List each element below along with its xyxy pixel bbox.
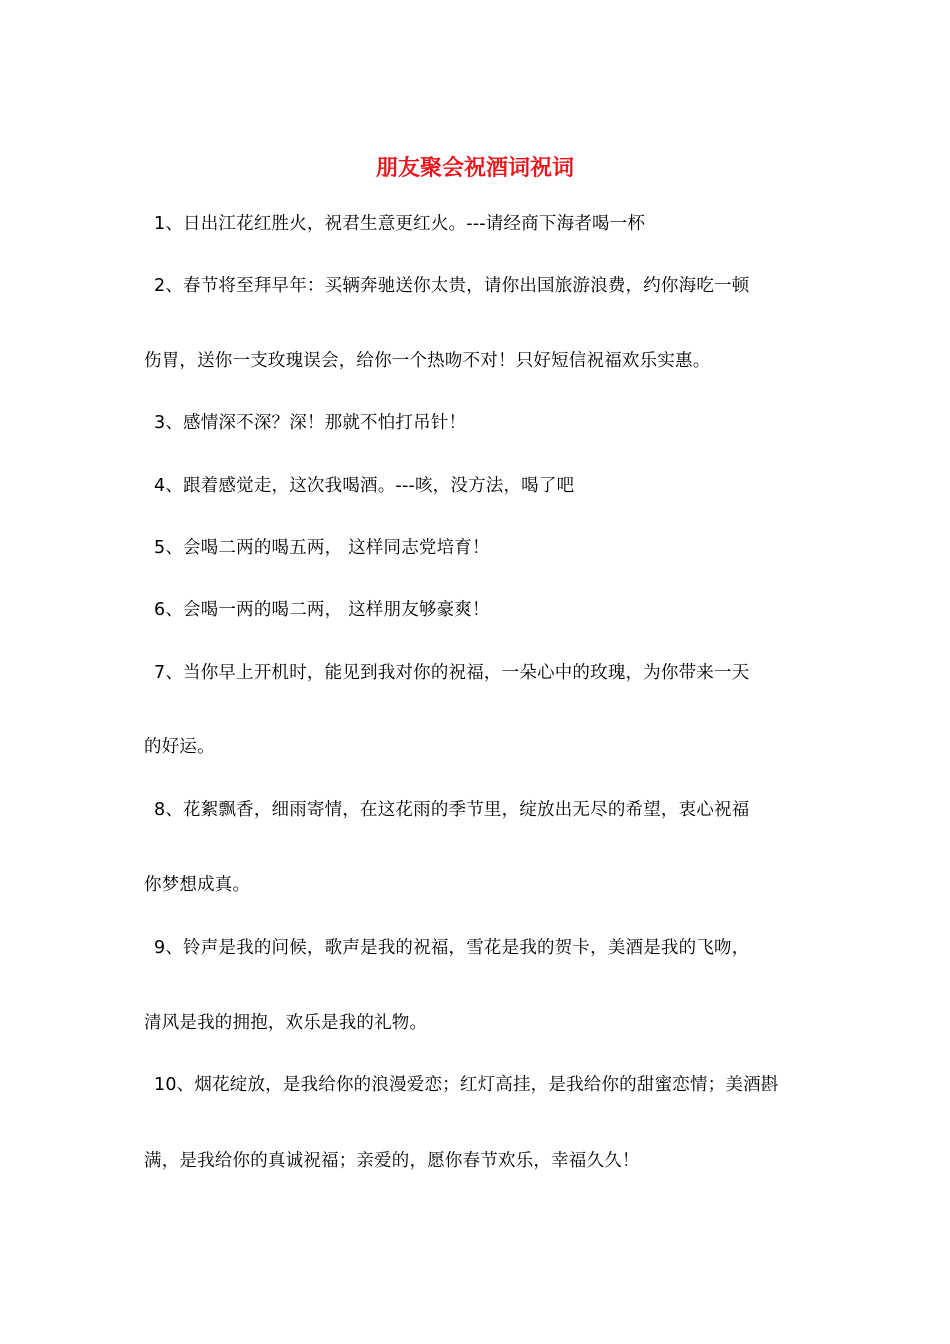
paragraph-7-cont: 的好运。: [144, 737, 215, 757]
paragraph-1: 1、日出江花红胜火，祝君生意更红火。---请经商下海者喝一杯: [154, 214, 646, 234]
paragraph-10: 10、烟花绽放，是我给你的浪漫爱恋；红灯高挂，是我给你的甜蜜恋情；美酒斟: [154, 1075, 779, 1095]
paragraph-6: 6、会喝一两的喝二两， 这样朋友够豪爽！: [154, 600, 490, 620]
paragraph-8: 8、花絮飘香，细雨寄情，在这花雨的季节里，绽放出无尽的希望，衷心祝福: [154, 800, 750, 820]
paragraph-9: 9、铃声是我的问候，歌声是我的祝福，雪花是我的贺卡，美酒是我的飞吻，: [154, 938, 750, 958]
paragraph-2-cont: 伤胃，送你一支玫瑰误会，给你一个热吻不对！只好短信祝福欢乐实惠。: [144, 351, 711, 371]
paragraph-2: 2、春节将至拜早年：买辆奔驰送你太贵，请你出国旅游浪费，约你海吃一顿: [154, 276, 750, 296]
paragraph-4: 4、跟着感觉走，这次我喝酒。---咳，没方法，喝了吧: [154, 476, 575, 496]
document-title: 朋友聚会祝酒词祝词: [375, 155, 574, 181]
paragraph-7: 7、当你早上开机时，能见到我对你的祝福，一朵心中的玫瑰，为你带来一天: [154, 663, 750, 683]
paragraph-3: 3、感情深不深？深！那就不怕打吊针！: [154, 413, 467, 433]
paragraph-9-cont: 清风是我的拥抱，欢乐是我的礼物。: [144, 1013, 428, 1033]
paragraph-10-cont: 满，是我给你的真诚祝福；亲爱的，愿你春节欢乐，幸福久久！: [144, 1151, 640, 1171]
paragraph-5: 5、会喝二两的喝五两， 这样同志党培育！: [154, 538, 490, 558]
paragraph-8-cont: 你梦想成真。: [144, 875, 251, 895]
